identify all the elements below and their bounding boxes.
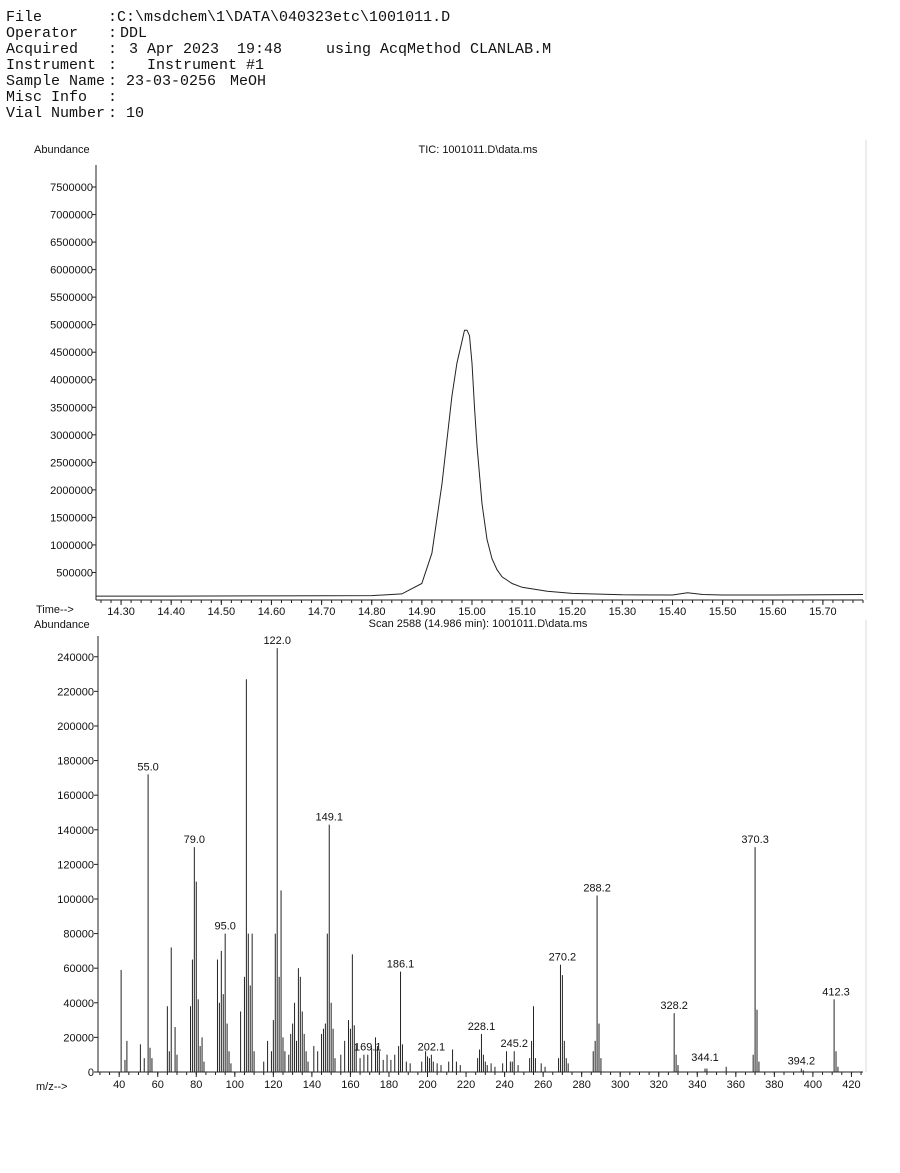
ms-y-tick-label: 100000 xyxy=(57,893,94,906)
header-value: 3 Apr 2023 19:48 xyxy=(120,41,283,58)
ms-peak-label: 169.1 xyxy=(354,1041,382,1054)
ms-peak-label: 245.2 xyxy=(500,1038,528,1051)
ms-x-tick-label: 300 xyxy=(611,1079,630,1091)
tic-y-tick-label: 1500000 xyxy=(50,512,93,525)
ms-y-tick-label: 20000 xyxy=(63,1032,94,1045)
ms-x-tick-label: 80 xyxy=(190,1079,203,1091)
tic-title: TIC: 1001011.D\data.ms xyxy=(418,144,538,156)
mass-spectrum-chart xyxy=(34,618,866,1093)
ms-peak-label: 328.2 xyxy=(660,1000,688,1013)
tic-x-tick-label: 15.20 xyxy=(558,606,587,618)
ms-x-tick-label: 320 xyxy=(649,1079,668,1091)
ms-peak-label: 288.2 xyxy=(583,882,611,895)
ms-peak-label: 370.3 xyxy=(741,834,769,847)
ms-peak-label: 149.1 xyxy=(315,811,343,824)
tic-x-tick-label: 15.30 xyxy=(608,606,637,618)
tic-y-tick-label: 3500000 xyxy=(50,402,93,415)
tic-x-tick-label: 15.50 xyxy=(708,606,737,618)
tic-y-tick-label: 1000000 xyxy=(50,539,93,552)
ms-x-tick-label: 60 xyxy=(151,1079,164,1091)
header-value: 10 xyxy=(126,105,145,122)
ms-y-tick-label: 200000 xyxy=(57,720,94,733)
ms-peak-label: 228.1 xyxy=(467,1020,496,1033)
tic-x-tick-label: 15.40 xyxy=(658,606,687,618)
ms-y-tick-label: 180000 xyxy=(57,755,94,768)
tic-x-tick-label: 14.40 xyxy=(157,606,185,618)
ms-y-ticks xyxy=(57,652,98,1079)
tic-y-tick-label: 5500000 xyxy=(50,292,93,305)
ms-x-tick-label: 380 xyxy=(765,1079,784,1091)
ms-y-tick-label: 80000 xyxy=(63,928,94,941)
header-sep: : xyxy=(108,9,118,26)
header-sep: : xyxy=(108,41,118,58)
ms-peak-label: 79.0 xyxy=(183,834,206,847)
ms-title: Scan 2588 (14.986 min): 1001011.D\data.ms xyxy=(368,618,588,630)
ms-peak-label: 186.1 xyxy=(386,958,415,971)
ms-peak-label: 122.0 xyxy=(263,635,291,648)
tic-chart xyxy=(34,140,866,618)
ms-x-tick-label: 200 xyxy=(418,1079,437,1091)
ms-x-tick-label: 160 xyxy=(341,1079,360,1091)
tic-x-tick-label: 14.30 xyxy=(107,606,135,618)
ms-y-tick-label: 220000 xyxy=(57,686,94,699)
header-extra: MeOH xyxy=(230,73,267,90)
header-key: File xyxy=(6,9,43,26)
tic-y-tick-label: 4000000 xyxy=(50,374,93,387)
tic-x-tick-label: 14.80 xyxy=(357,606,386,618)
header-sep: : xyxy=(108,57,118,74)
ms-y-tick-label: 0 xyxy=(87,1067,94,1079)
header-key: Misc Info xyxy=(6,89,88,106)
tic-x-tick-label: 14.70 xyxy=(307,606,336,618)
ms-x-tick-label: 140 xyxy=(302,1079,322,1091)
ms-x-tick-label: 120 xyxy=(264,1079,283,1091)
tic-y-tick-label: 2000000 xyxy=(50,484,93,497)
header-value: Instrument #1 xyxy=(120,57,265,74)
header-value: DDL xyxy=(120,25,148,42)
tic-x-tick-label: 15.60 xyxy=(758,606,787,618)
header-key: Operator xyxy=(6,25,79,42)
ms-x-tick-label: 40 xyxy=(113,1079,126,1091)
header-key: Instrument xyxy=(6,57,97,74)
ms-y-tick-label: 140000 xyxy=(57,824,94,837)
tic-x-tick-label: 15.10 xyxy=(508,606,536,618)
ms-x-tick-label: 400 xyxy=(803,1079,823,1091)
ms-y-axis-title: Abundance xyxy=(34,619,90,631)
tic-x-tick-label: 15.70 xyxy=(809,606,837,618)
ms-x-tick-label: 240 xyxy=(495,1079,514,1091)
ms-x-tick-label: 220 xyxy=(456,1079,476,1091)
ms-peak-label: 412.3 xyxy=(822,986,850,999)
header-sep: : xyxy=(108,105,118,122)
tic-x-tick-label: 14.50 xyxy=(207,606,236,618)
ms-peak-label: 270.2 xyxy=(548,951,577,964)
ms-y-tick-label: 160000 xyxy=(57,790,94,803)
ms-peaks xyxy=(121,648,838,1072)
header-key: Sample Name xyxy=(6,73,106,90)
header-value: 23-03-0256 xyxy=(126,73,217,90)
header-sep: : xyxy=(108,25,118,42)
header-sep: : xyxy=(108,89,118,106)
tic-y-ticks xyxy=(50,182,96,579)
ms-peak-label: 394.2 xyxy=(787,1055,816,1068)
ms-y-tick-label: 60000 xyxy=(63,963,94,976)
tic-y-tick-label: 7000000 xyxy=(50,209,93,222)
ms-x-tick-label: 100 xyxy=(225,1079,244,1091)
tic-y-tick-label: 6500000 xyxy=(50,237,93,250)
header-key: Vial Number xyxy=(6,105,106,122)
tic-x-tick-label: 14.90 xyxy=(408,606,436,618)
ms-x-axis-title: m/z--> xyxy=(36,1081,68,1093)
ms-x-tick-label: 260 xyxy=(533,1079,553,1091)
ms-x-tick-label: 360 xyxy=(726,1079,746,1091)
tic-x-axis-title: Time--> xyxy=(36,604,74,616)
tic-x-ticks xyxy=(101,600,863,618)
ms-peak-label: 202.1 xyxy=(417,1041,446,1054)
ms-y-tick-label: 120000 xyxy=(57,859,94,872)
tic-x-tick-label: 14.60 xyxy=(257,606,286,618)
tic-y-tick-label: 2500000 xyxy=(50,457,93,470)
ms-x-tick-label: 180 xyxy=(379,1079,399,1091)
header-sep: : xyxy=(108,73,118,90)
ms-peak-label: 95.0 xyxy=(214,920,236,933)
header-value: C:\msdchem\1\DATA\040323etc\1001011.D xyxy=(117,9,451,26)
header-extra: using AcqMethod CLANLAB.M xyxy=(326,41,552,58)
ms-y-tick-label: 40000 xyxy=(63,997,94,1010)
ms-peak-label: 55.0 xyxy=(137,761,159,774)
ms-y-tick-label: 240000 xyxy=(57,651,94,664)
tic-y-axis-title: Abundance xyxy=(34,144,90,156)
ms-x-ticks xyxy=(100,1072,861,1091)
tic-trace xyxy=(96,330,863,596)
header-key: Acquired xyxy=(6,41,79,58)
ms-x-tick-label: 420 xyxy=(842,1079,861,1091)
tic-y-tick-label: 6000000 xyxy=(50,264,93,277)
tic-x-tick-label: 15.00 xyxy=(458,606,486,618)
tic-y-tick-label: 3000000 xyxy=(50,429,93,442)
ms-x-tick-label: 280 xyxy=(572,1079,591,1091)
tic-y-tick-label: 500000 xyxy=(56,567,93,580)
tic-y-tick-label: 7500000 xyxy=(50,182,93,195)
tic-y-tick-label: 4500000 xyxy=(50,347,93,360)
ms-peak-label: 344.1 xyxy=(691,1052,719,1065)
tic-y-tick-label: 5000000 xyxy=(50,319,93,332)
ms-x-tick-label: 340 xyxy=(688,1079,707,1091)
